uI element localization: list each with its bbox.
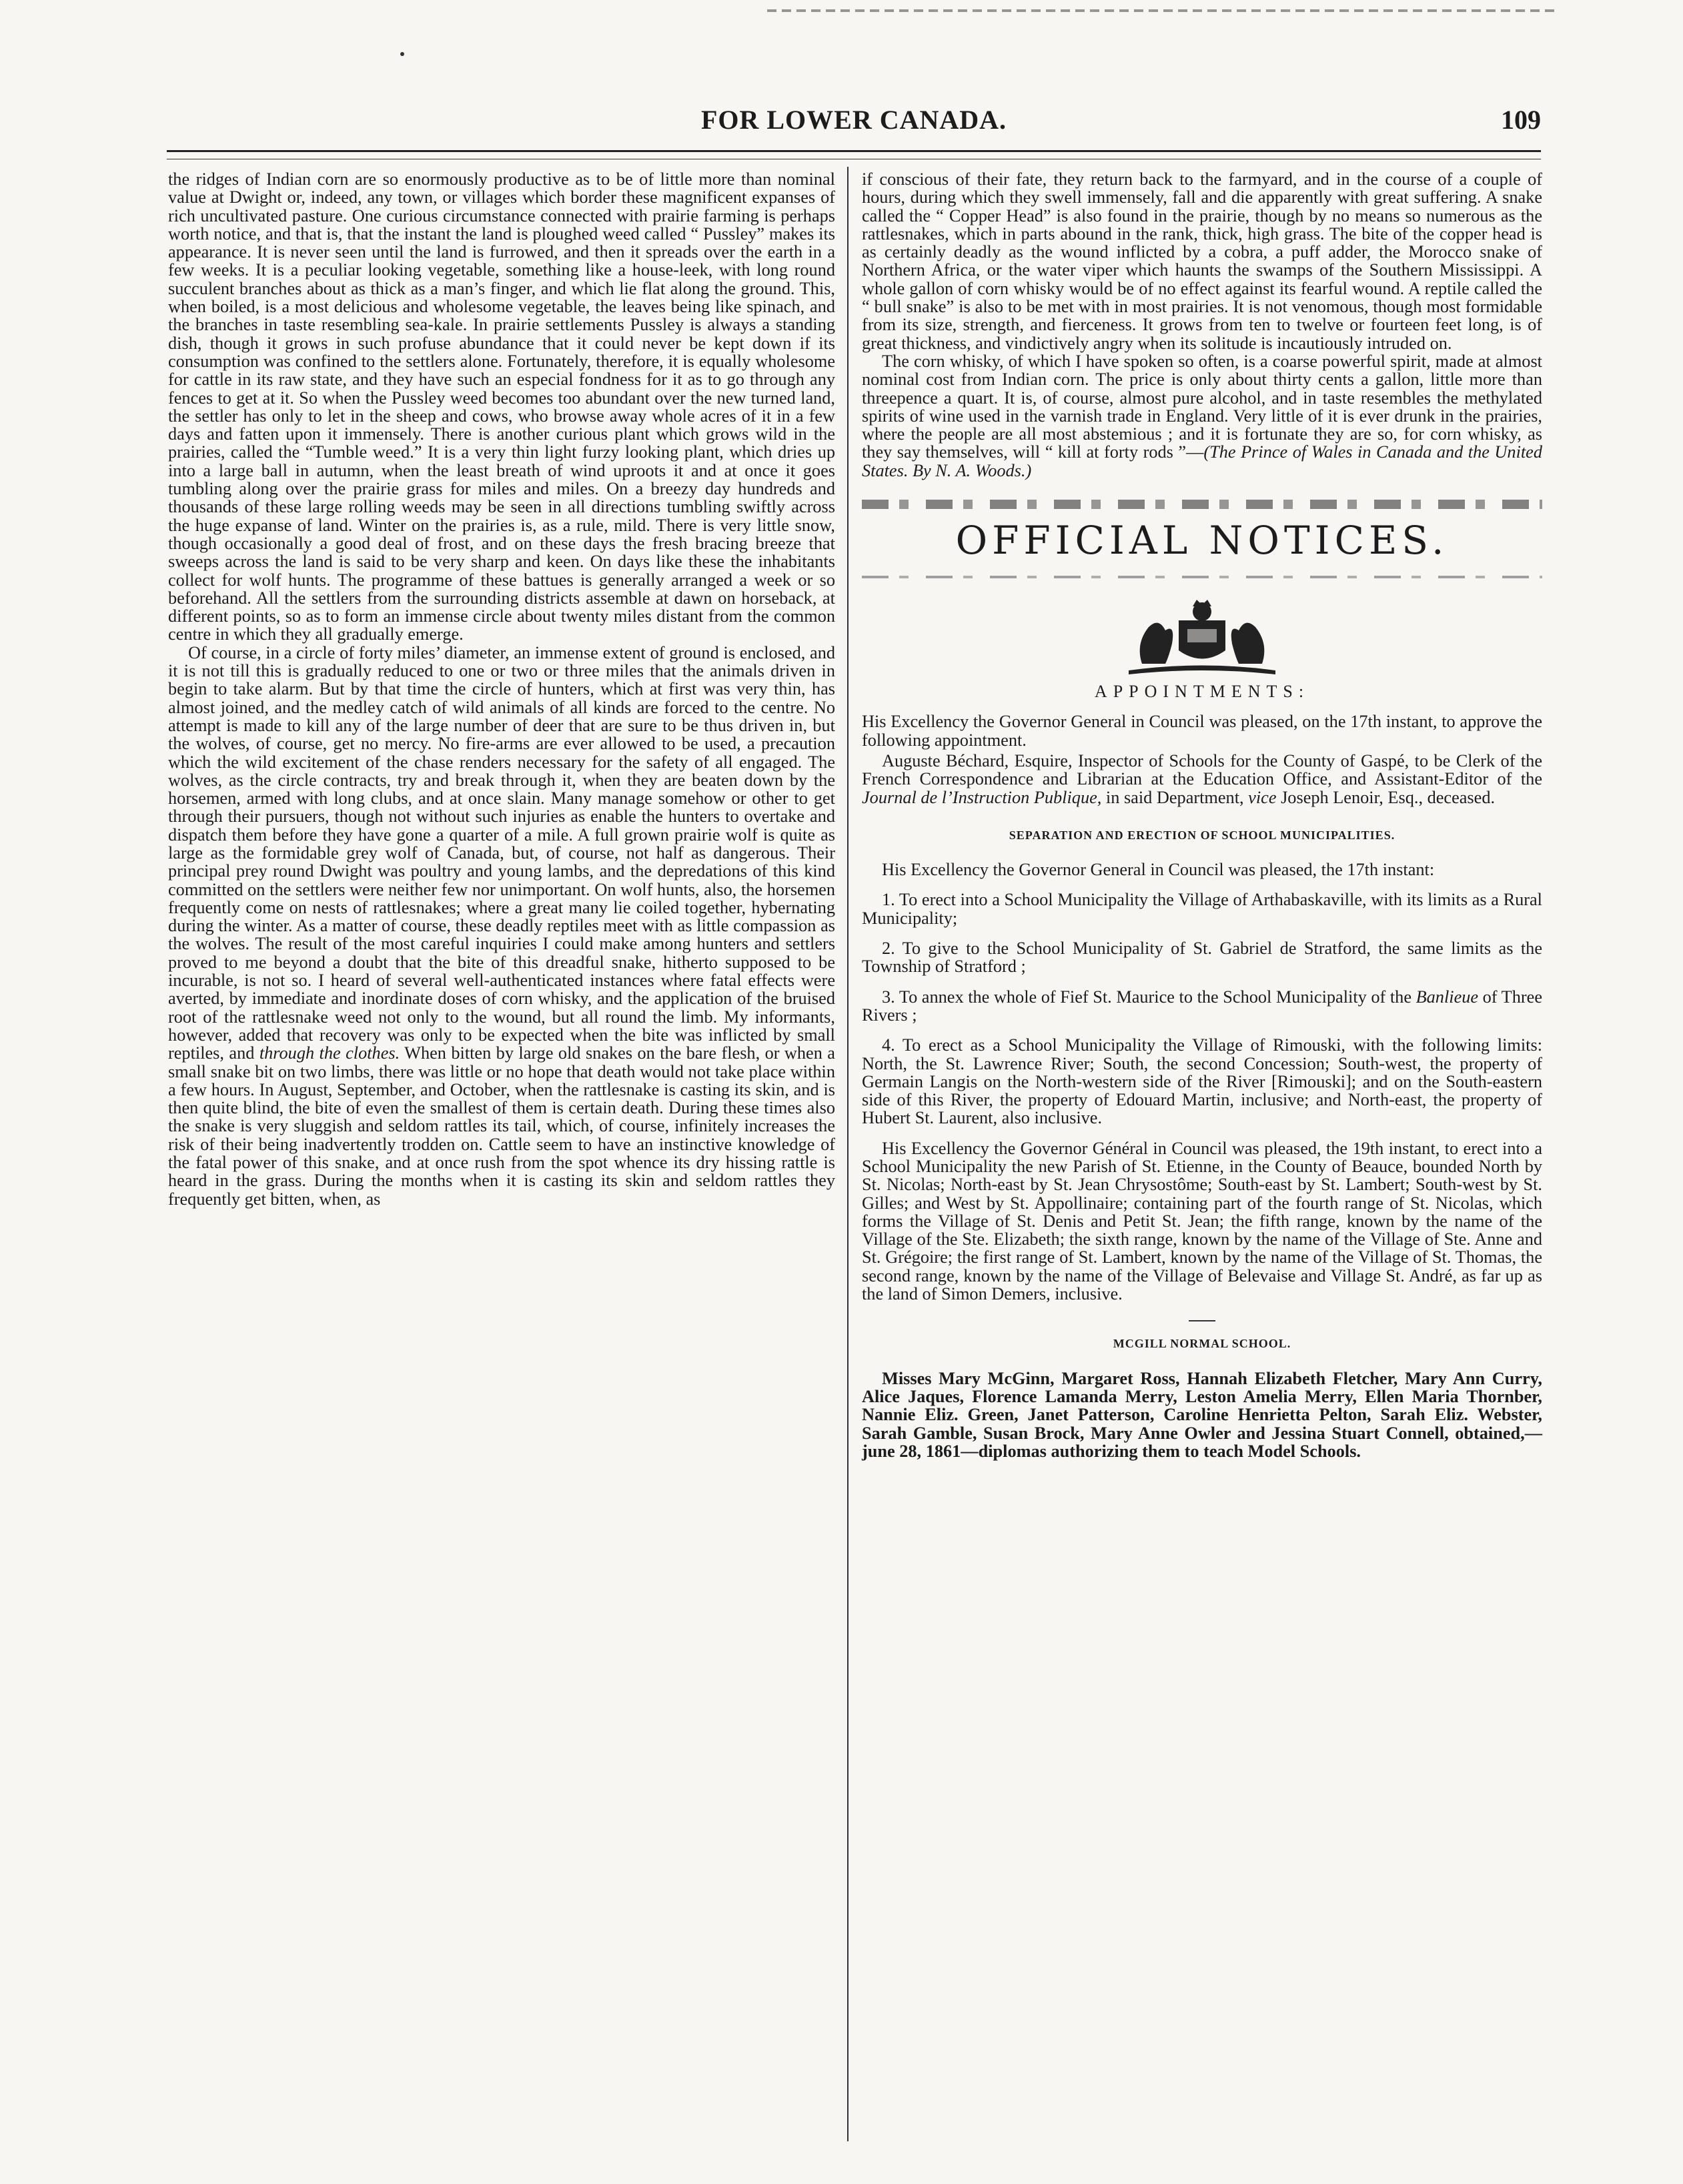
- left-column: [168, 170, 835, 1208]
- text-run: The corn whisky, of which I have spoken so often, is a coarse powerful spirit, made at almost nominal cost from Indian corn. The price is only about thirty cents a gallon, little more than threepence a quart. It is, of course, almost pure alcohol, and in taste resembles the methylated spirits of wine used in the varnish trade in England. Very little of it is ever drunk in the prairies, where the people are all most abstemious ; and it is fortunate they are so, for corn whisky, as they say themselves, will “ kill at forty rods ”—: [862, 351, 1542, 462]
- notice-paragraph: Misses Mary McGinn, Margaret Ross, Hannah Elizabeth Fletcher, Mary Ann Curry, Alice Jaques, Florence Lamanda Merry, Leston Amelia Merry, Ellen Maria Thornber, Nannie Eliz. Green, Janet Patterson, Caroline Henrietta Pelton, Sarah Eliz. Webster, Sarah Gamble, Susan Brock, Mary Anne Owler and Jessina Stuart Connell, obtained,—june 28, 1861—diplomas authorizing them to teach Model Schools.: [862, 1368, 1542, 1461]
- ink-speck: [400, 52, 404, 56]
- right-column: [862, 170, 1542, 1460]
- notice-paragraph: [862, 752, 1542, 806]
- text-run: When bitten by large old snakes on the bare flesh, or when a small snake bit on two limbs, there was little or no hope that death would not take place within a few hours. In August, September, and October, when the rattlesnake is casting its skin, and is then quite blind, the bite of even the smallest of them is certain death. During these times also the snake is very sluggish and seldom rattles its tail, which, of course, infinitely increases the risk of their being inadvertently trodden on. Cattle seem to have an instinctive knowledge of the fatal power of this snake, and at once rush from the spot whence its dry hissing rattle is heard in the grass. During the months when it is casting its skin and seldom rattles they frequently get bitten, when, as: [168, 1043, 835, 1209]
- italic-phrase: Journal de l’Instruction Publique,: [862, 787, 1102, 807]
- decorative-rule: [862, 576, 1542, 578]
- running-title: FOR LOWER CANADA.: [700, 105, 1007, 135]
- separation-heading: SEPARATION AND ERECTION OF SCHOOL MUNICIPALITIES.: [1009, 828, 1395, 842]
- text-run: of Three Rivers ;: [862, 987, 1542, 1025]
- short-divider: [1189, 1320, 1215, 1321]
- italic-phrase: through the clothes.: [259, 1043, 400, 1063]
- notice-block: [862, 712, 1542, 806]
- decorative-top-rule: [767, 9, 1554, 12]
- header-rule: [167, 150, 1541, 152]
- royal-arms-emblem: [1102, 597, 1302, 677]
- page-header: [167, 100, 1541, 140]
- list-item: 1. To erect into a School Municipality the Village of Arthabaskaville, with its limits as a Rural Municipality;: [862, 890, 1542, 928]
- column-divider: [847, 167, 849, 2141]
- italic-word: vice: [1248, 787, 1277, 807]
- notice-paragraph: His Excellency the Governor Général in Council was pleased, the 19th instant, to erect into a School Municipality the new Parish of St. Etienne, in the County of Beauce, bounded North by St. Nicolas; North-east by St. Jean Chrysostôme; South-east by St. Lambert; South-west by St. Gilles; and West by St. Appollinaire; containing part of the fourth range of St. Nicolas, which forms the Village of St. Denis and Petit St. Jean; the fifth range, known by the name of the Village of the Ste. Elizabeth; the sixth range, known by the name of the Village of Ste. Anne and St. Grégoire; the first range of St. Lambert, known by the name of the Village of St. Thomas, the second range, known by the name of the Village of Belevaise and Village St. André, as far up as the land of Simon Demers, inclusive.: [862, 1138, 1542, 1304]
- page-number: 109: [1501, 105, 1541, 135]
- text-run: 3. To annex the whole of Fief St. Maurice to the School Municipality of the: [882, 987, 1412, 1007]
- text-run: Joseph Lenoir, Esq., deceased.: [1281, 787, 1496, 807]
- italic-word: Banlieue: [1416, 987, 1479, 1007]
- text-run: in said Department,: [1105, 787, 1244, 807]
- text-run: Auguste Béchard, Esquire, Inspector of Schools for the County of Gaspé, to be Clerk of the French Correspondence and Librarian at the Education Office, and Assistant-Editor of the: [862, 750, 1542, 789]
- notice-paragraph: His Excellency the Governor General in Council was pleased, the 17th instant:: [882, 860, 1435, 880]
- article-paragraph: the ridges of Indian corn are so enormously productive as to be of little more than nominal value at Dwight or, indeed, any town, or villages which border these magnificent expanses of rich uncultivated pasture. One curious circumstance connected with prairie farming is perhaps worth notice, and that is, that the instant the land is ploughed weed called “ Pussley” makes its appearance. It is never seen until the land is furrowed, and then it spreads over the earth in a few weeks. It is a peculiar looking vegetable, something like a house-leek, with long round succulent branches about as thick as a man’s finger, and which lie flat along the ground. This, when boiled, is a most delicious and wholesome vegetable, the leaves being like spinach, and the branches in taste resembling sea-kale. In prairie settlements Pussley is always a standing dish, though it grows in such profuse abundance that it could never be kept down if its consumption was confined to the settlers alone. Fortunately, therefore, it is equally wholesome for cattle in its raw state, and they have such an especial fondness for it as to go through any fences to get at it. So when the Pussley weed becomes too abundant over the new turned land, the settler has only to let in the sheep and cows, who browse away whole acres of it in a few days and fatten upon it immensely. There is another curious plant which grows wild in the prairies, called the “Tumble weed.” It is a very thin light furzy looking plant, which dries up into a large ball in autumn, when the least breath of wind uproots it and at once it goes tumbling along over the prairie grass for miles and miles. On a breezy day hundreds and thousands of these large rolling weeds may be seen in all directions tumbling swiftly across the huge expanse of land. Winter on the prairies is, as a rule, mild. There is very little snow, though occasionally a good deal of frost, and on these days the fresh bracing breeze that sweeps across the land is said to be very sharp and keen. On days like these the inhabitants collect for wolf hunts. The programme of these battues is generally arranged a week or so beforehand. All the settlers from the surrounding districts assemble at dawn on horseback, at different points, so as to form an immense circle about twenty miles distant from the common centre in which they all gradually emerge.: [168, 169, 835, 644]
- appointments-heading: APPOINTMENTS:: [1094, 682, 1310, 702]
- mcgill-heading: MCGILL NORMAL SCHOOL.: [1113, 1337, 1291, 1351]
- notice-block: [862, 861, 1542, 1303]
- text-run: Of course, in a circle of forty miles’ diameter, an immense extent of ground is enclosed, and it is not till this is gradually reduced to one or two or three miles that the animals driven in begin to take alarm. But by that time the circle of hunters, which at first was very thin, has almost joined, and the medley catch of wild animals of all kinds are forced to the centre. No attempt is made to kill any of the large number of deer that are sure to be thus driven in, but the wolves, of course, get no mercy. No fire-arms are ever allowed to be used, a precaution which the wild excitement of the chase renders necessary for the safety of all engaged. The wolves, as the circle contracts, try and break through it, when they are beaten down by the horsemen, armed with long clubs, and at once slain. Many manage somehow or other to get through their pursuers, though not without such injuries as enable the hunters to overtake and dispatch them before they have gone a quarter of a mile. A full grown prairie wolf is quite as large as the formidable grey wolf of Canada, but, of course, not half as dangerous. Their principal prey round Dwight was poultry and young lambs, and the depredations of this kind committed on the settlers were neither few nor unimportant. On wolf hunts, also, the horsemen frequently come on nests of rattlesnakes; where a great many lie coiled together, hybernating during the winter. As a matter of course, these deadly reptiles meet with as little compassion as the wolves. The result of the most careful inquiries I could make among hunters and settlers proved to me beyond a doubt that the bite of this dreadful snake, hitherto supposed to be incurable, is not so. I heard of several well-authenticated instances where fatal effects were averted, by immediate and inordinate doses of corn whisky, and the application of the bruised root of the rattlesnake weed not only to the wound, but all round the limb. My informants, however, added that recovery was only to be expected when the bite was inflicted by small reptiles, and: [168, 642, 835, 1063]
- article-paragraph: [862, 352, 1542, 480]
- notice-paragraph: His Excellency the Governor General in Council was pleased, on the 17th instant, to approve the following appointment.: [862, 712, 1542, 750]
- list-item: 2. To give to the School Municipality of St. Gabriel de Stratford, the same limits as the Township of Stratford ;: [862, 939, 1542, 977]
- list-item: [862, 988, 1542, 1025]
- citation: (The Prince of Wales in Canada and the United States. By N. A. Woods.): [862, 442, 1542, 480]
- article-paragraph: if conscious of their fate, they return back to the farmyard, and in the course of a couple of hours, during which they swell immensely, fall and die apparently with great suffering. A snake called the “ Copper Head” is also found in the prairie, though by no means so numerous as the rattlesnakes, which in parts abound in the rank, thick, high grass. The bite of the copper head is as certainly deadly as the wound inflicted by a cobra, a puff adder, the Morocco snake of Northern Africa, or the water viper which haunts the swamps of the Southern Mississippi. A whole gallon of corn whisky would be of no effect against its fearful wound. A reptile called the “ bull snake” is also to be met with in most prairies. It is not venomous, though most formidable from its size, strength, and fierceness. It grows from ten to twelve or fourteen feet long, is of great thickness, and vindictively angry when its solitude is incautiously intruded on.: [862, 169, 1542, 353]
- section-title: OFFICIAL NOTICES.: [955, 518, 1449, 564]
- decorative-rule: [862, 500, 1542, 509]
- article-paragraph: [168, 644, 835, 1208]
- list-item: 4. To erect as a School Municipality the Village of Rimouski, with the following limits: North, the St. Lawrence River; South, the second Concession; South-west, the property of Germain Langis on the North-western side of the River [Rimouski]; and on the South-eastern side of this River, the property of Edouard Martin, inclusive; and North-east, the property of Hubert St. Laurent, also inclusive.: [862, 1035, 1542, 1128]
